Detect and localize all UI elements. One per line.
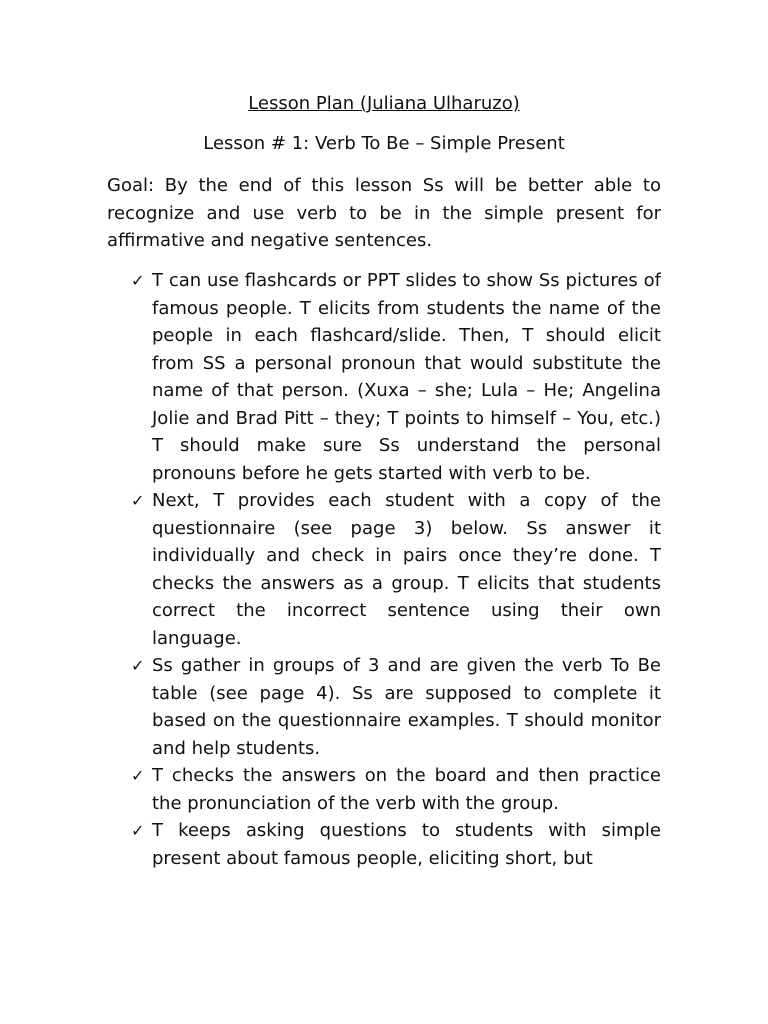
list-item-text: T can use flashcards or PPT slides to show Ss pictures of famous people. T elicits from students the name of the people in each flashcard/slide. Then, T should elicit from SS a personal pronoun that would substitute the name of that person. (Xuxa – she; Lula – He; Angelina Jolie and Brad Pitt – they; T points to himself – You, etc.) T should make sure Ss understand the personal pronouns before he gets started with verb to be.	[152, 270, 661, 484]
list-item	[107, 817, 661, 872]
list-item	[107, 487, 661, 652]
check-icon: ✓	[131, 491, 145, 510]
list-item	[107, 267, 661, 487]
procedure-list	[107, 267, 661, 927]
check-icon: ✓	[131, 821, 145, 840]
lesson-heading: Lesson # 1: Verb To Be – Simple Present	[203, 133, 565, 154]
list-item-text: T checks the answers on the board and then practice the pronunciation of the verb with the group.	[152, 765, 661, 814]
list-item	[107, 762, 661, 817]
document-title: Lesson Plan (Juliana Ulharuzo)	[248, 93, 520, 114]
list-item	[107, 652, 661, 762]
list-item-text: T keeps asking questions to students with simple present about famous people, eliciting short, but	[152, 820, 661, 869]
list-item-text: Ss gather in groups of 3 and are given the verb To Be table (see page 4). Ss are supposed to complete it based on the questionnaire examples. T should monitor and help students.	[152, 655, 661, 759]
goal-paragraph: Goal: By the end of this lesson Ss will be better able to recognize and use verb to be in the simple present for affirmative and negative sentences.	[107, 175, 661, 252]
check-icon: ✓	[131, 656, 145, 675]
list-item-text: Next, T provides each student with a copy of the questionnaire (see page 3) below. Ss answer it individually and check in pairs once they’re done. T checks the answers as a group. T elicits that students correct the incorrect sentence using their own language.	[152, 490, 661, 649]
check-icon: ✓	[131, 766, 145, 785]
check-icon: ✓	[131, 271, 145, 290]
